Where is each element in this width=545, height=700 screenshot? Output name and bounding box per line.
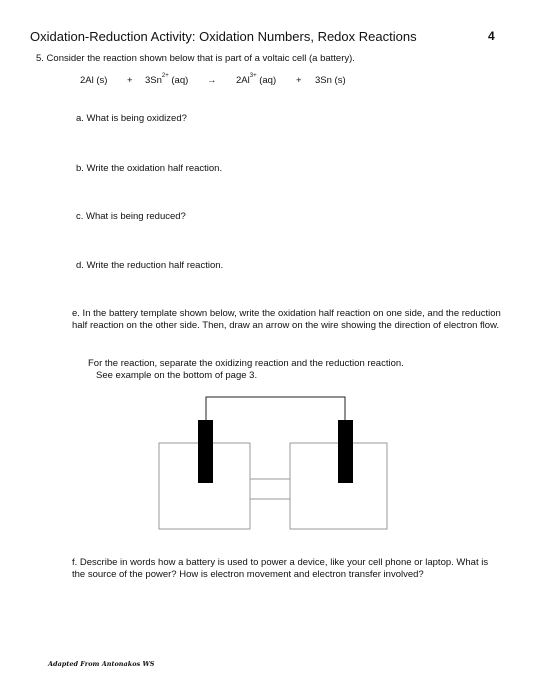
page-title: Oxidation-Reduction Activity: Oxidation Numbers, Redox Reactions [30,29,417,44]
plus-sign: + [296,75,302,86]
salt-bridge [250,479,290,499]
instruction-line-2: See example on the bottom of page 3. [96,370,258,381]
wire [206,397,345,420]
left-electrode [198,420,213,483]
question-5a: a. What is being oxidized? [76,113,187,124]
right-electrode [338,420,353,483]
question-5c: c. What is being reduced? [76,211,186,222]
product-tin: 3Sn (s) [315,75,346,86]
reactant-aluminum: 2Al (s) [80,75,108,86]
footer-credit: Adapted From Antonakos WS [48,660,155,668]
reactant-tin-ion: $3Sn^{2+}$ (aq) [145,73,189,86]
question-5b: b. Write the oxidation half reaction. [76,163,223,174]
question-5e: e. In the battery template shown below, write the oxidation half reaction on one side, and the reduction half reaction on the other side. Then, draw an arrow on the wire showing the direction of electron flow. [72,308,501,331]
plus-sign: + [127,75,133,86]
reaction-arrow: → [207,75,217,86]
page-number: 4 [488,29,495,43]
question-5f: f. Describe in words how a battery is used to power a device, like your cell phone or laptop. What is the source of the power? How is electron movement and electron transfer involved? [72,557,489,580]
question-5-prompt: 5. Consider the reaction shown below that is part of a voltaic cell (a battery). [36,53,355,64]
question-5d: d. Write the reduction half reaction. [76,260,224,271]
instruction-line-1: For the reaction, separate the oxidizing reaction and the reduction reaction. [88,358,404,369]
product-aluminum-ion: $2Al^{3+}$ (aq) [236,73,277,86]
